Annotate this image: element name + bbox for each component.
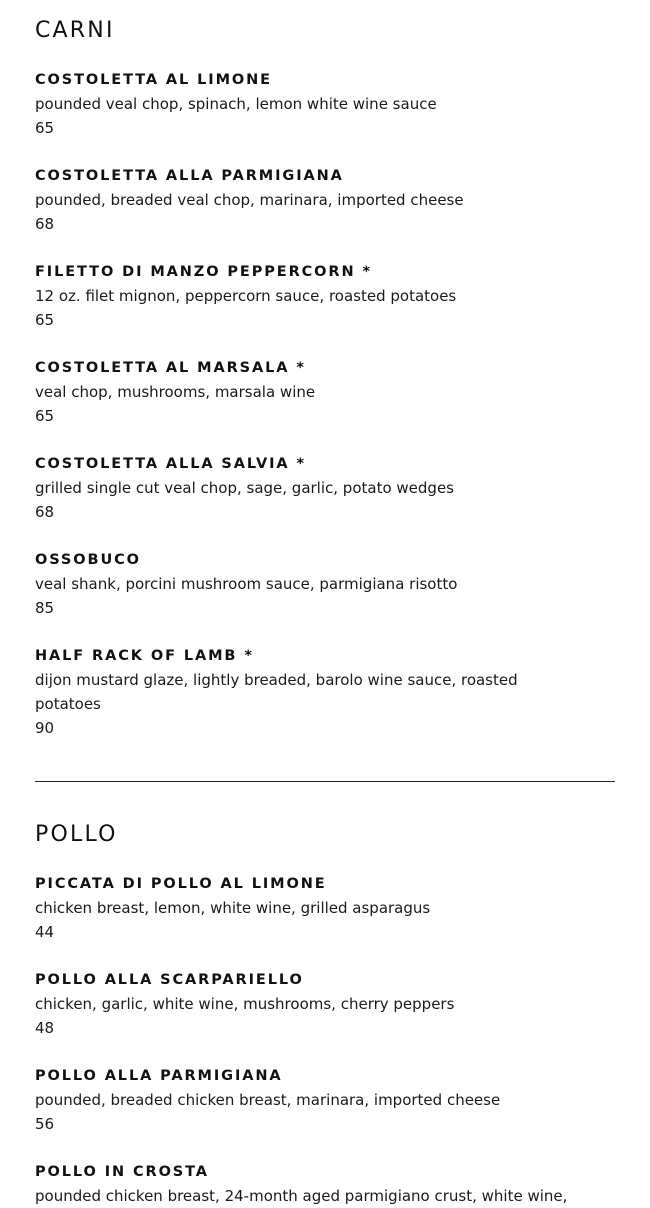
item-name: POLLO IN CROSTA bbox=[35, 1164, 209, 1180]
menu-item bbox=[35, 452, 615, 524]
item-price: 56 bbox=[35, 1115, 55, 1133]
item-price: 65 bbox=[35, 119, 55, 137]
item-description: dijon mustard glaze, lightly breaded, barolo wine sauce, roasted potatoes bbox=[35, 671, 518, 713]
item-price: 65 bbox=[35, 407, 55, 425]
item-price: 65 bbox=[35, 311, 55, 329]
item-name: POLLO ALLA SCARPARIELLO bbox=[35, 972, 304, 988]
menu-item bbox=[35, 260, 615, 332]
item-name: FILETTO DI MANZO PEPPERCORN * bbox=[35, 264, 372, 280]
item-name: COSTOLETTA ALLA SALVIA * bbox=[35, 456, 306, 472]
menu-item bbox=[35, 548, 615, 620]
item-price: 68 bbox=[35, 215, 55, 233]
item-description: chicken, garlic, white wine, mushrooms, cherry peppers bbox=[35, 995, 455, 1013]
item-price: 85 bbox=[35, 599, 55, 617]
menu-items-list bbox=[35, 872, 615, 1208]
item-price: 90 bbox=[35, 719, 55, 737]
section-title: CARNI bbox=[35, 18, 115, 43]
menu-item bbox=[35, 1064, 615, 1136]
item-description: pounded, breaded chicken breast, marinara, imported cheese bbox=[35, 1091, 501, 1109]
menu-item bbox=[35, 968, 615, 1040]
item-description: pounded chicken breast, 24-month aged parmigiano crust, white wine, bbox=[35, 1187, 568, 1205]
item-description: pounded, breaded veal chop, marinara, imported cheese bbox=[35, 191, 464, 209]
item-name: PICCATA DI POLLO AL LIMONE bbox=[35, 876, 327, 892]
menu-item bbox=[35, 356, 615, 428]
item-description: pounded veal chop, spinach, lemon white wine sauce bbox=[35, 95, 437, 113]
item-description: veal chop, mushrooms, marsala wine bbox=[35, 383, 316, 401]
item-name: COSTOLETTA AL LIMONE bbox=[35, 72, 272, 88]
item-name: POLLO ALLA PARMIGIANA bbox=[35, 1068, 283, 1084]
menu-item bbox=[35, 164, 615, 236]
menu-page bbox=[35, 0, 615, 1208]
section-carni bbox=[35, 0, 615, 740]
item-name: HALF RACK OF LAMB * bbox=[35, 648, 254, 664]
menu-item bbox=[35, 872, 615, 944]
item-description: veal shank, porcini mushroom sauce, parmigiana risotto bbox=[35, 575, 458, 593]
menu-item bbox=[35, 68, 615, 140]
menu-item bbox=[35, 644, 615, 740]
item-description: grilled single cut veal chop, sage, garlic, potato wedges bbox=[35, 479, 454, 497]
menu-item bbox=[35, 1160, 615, 1208]
item-price: 44 bbox=[35, 923, 55, 941]
section-title: POLLO bbox=[35, 822, 118, 847]
section-divider bbox=[35, 781, 615, 782]
menu-items-list bbox=[35, 68, 615, 740]
item-name: COSTOLETTA ALLA PARMIGIANA bbox=[35, 168, 344, 184]
section-pollo bbox=[35, 821, 615, 1208]
item-description: 12 oz. filet mignon, peppercorn sauce, roasted potatoes bbox=[35, 287, 457, 305]
item-description: chicken breast, lemon, white wine, grilled asparagus bbox=[35, 899, 431, 917]
item-price: 48 bbox=[35, 1019, 55, 1037]
item-name: COSTOLETTA AL MARSALA * bbox=[35, 360, 306, 376]
item-price: 68 bbox=[35, 503, 55, 521]
item-name: OSSOBUCO bbox=[35, 552, 141, 568]
